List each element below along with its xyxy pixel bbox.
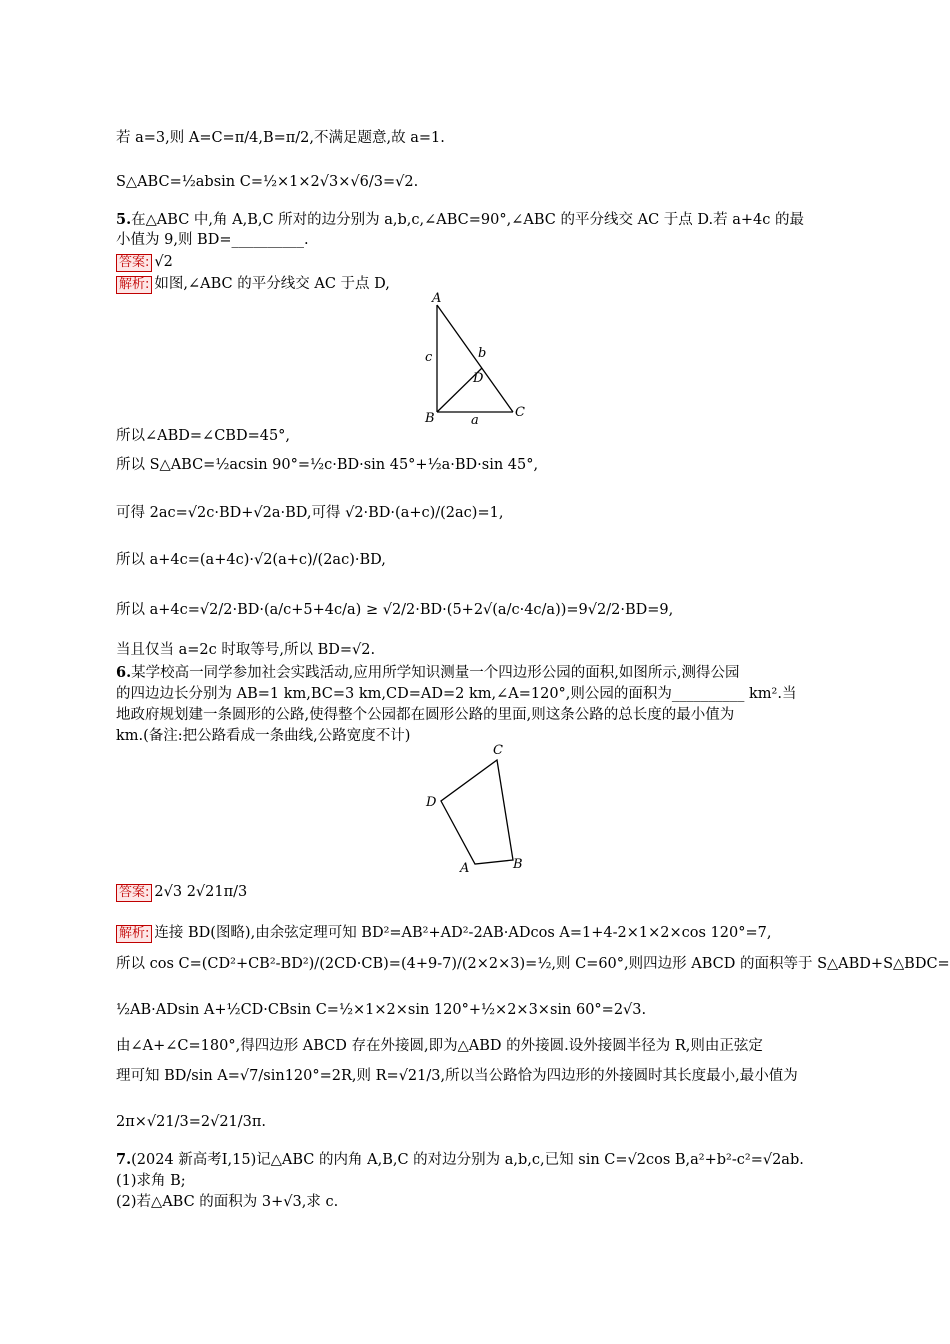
question-number: 6. xyxy=(116,664,132,681)
question-5 xyxy=(116,210,834,230)
vertex-label: C xyxy=(515,405,525,420)
answer-value: 2√3 2√21π/3 xyxy=(154,884,248,900)
answer-tag: 答案: xyxy=(116,884,152,902)
vertex-label: A xyxy=(460,861,470,876)
side-label: c xyxy=(425,350,433,365)
vertex-label: B xyxy=(425,411,435,425)
vertex-label: A xyxy=(432,291,442,306)
question-text: 小值为 9,则 BD=__________. xyxy=(116,232,309,248)
solution-line: 所以 a+4c=√2/2·BD·(a/c+5+4c/a) ≥ √2/2·BD·(5+2√(a/c·4c/a))=9√2/2·BD=9, xyxy=(116,602,674,618)
vertex-label: D xyxy=(473,371,484,386)
solution-line: 2π×√21/3=2√21/3π. xyxy=(116,1114,267,1130)
solution-line: 所以 a+4c=(a+4c)·√2(a+c)/(2ac)·BD, xyxy=(116,552,386,568)
answer-line xyxy=(116,882,834,916)
side-label: a xyxy=(471,413,479,425)
solution-text: 如图,∠ABC 的平分线交 AC 于点 D, xyxy=(154,276,390,292)
solution-line: ½AB·ADsin A+½CD·CBsin C=½×1×2×sin 120°+½×2×3×sin 60°=2√3. xyxy=(116,1002,647,1018)
answer-tag: 答案: xyxy=(116,254,152,272)
question-text: (2024 新高考Ⅰ,15)记△ABC 的内角 A,B,C 的对边分别为 a,b,c,已知 sin C=√2cos B,a²+b²-c²=√2ab. xyxy=(131,1152,804,1168)
question-text: 地政府规划建一条圆形的公路,使得整个公园都在圆形公路的里面,则这条公路的总长度的最小值为 xyxy=(116,707,735,723)
vertex-label: D xyxy=(426,795,437,810)
solution-line xyxy=(116,923,834,943)
solution-line: 所以∠ABD=∠CBD=45°, xyxy=(116,428,291,444)
solution-tag: 解析: xyxy=(116,925,152,943)
solution-line: S△ABC=½absin C=½×1×2√3×√6/3=√2. xyxy=(116,174,419,190)
solution-line: 所以 cos C=(CD²+CB²-BD²)/(2CD·CB)=(4+9-7)/(2×2×3)=½,则 C=60°,则四边形 ABCD 的面积等于 S△ABD+S△BDC= xyxy=(116,956,950,972)
question-text: (2)若△ABC 的面积为 3+√3,求 c. xyxy=(116,1194,339,1210)
question-text: 某学校高一同学参加社会实践活动,应用所学知识测量一个四边形公园的面积,如图所示,测得公园 xyxy=(131,665,740,681)
quadrilateral-figure xyxy=(420,738,535,878)
question-7 xyxy=(116,1150,834,1170)
solution-line: 理可知 BD/sin A=√7/sin120°=2R,则 R=√21/3,所以当公路恰为四边形的外接圆时其长度最小,最小值为 xyxy=(116,1068,798,1084)
solution-line: 当且仅当 a=2c 时取等号,所以 BD=√2. xyxy=(116,642,376,658)
side-label: b xyxy=(478,346,487,361)
solution-line: 若 a=3,则 A=C=π/4,B=π/2,不满足题意,故 a=1. xyxy=(116,130,445,146)
triangle-figure xyxy=(415,290,535,425)
vertex-label: C xyxy=(493,743,503,758)
question-text: 在△ABC 中,角 A,B,C 所对的边分别为 a,b,c,∠ABC=90°,∠ABC 的平分线交 AC 于点 D.若 a+4c 的最 xyxy=(131,212,804,228)
answer-value: √2 xyxy=(154,254,173,270)
answer-line xyxy=(116,252,834,272)
solution-tag: 解析: xyxy=(116,276,152,294)
solution-text: 连接 BD(图略),由余弦定理可知 BD²=AB²+AD²-2AB·ADcos A=1+4-2×1×2×cos 120°=7, xyxy=(154,925,772,941)
solution-line: 可得 2ac=√2c·BD+√2a·BD,可得 √2·BD·(a+c)/(2ac)=1, xyxy=(116,505,504,521)
solution-line: 所以 S△ABC=½acsin 90°=½c·BD·sin 45°+½a·BD·sin 45°, xyxy=(116,457,539,473)
question-number: 5. xyxy=(116,211,132,228)
question-text: km.(备注:把公路看成一条曲线,公路宽度不计) xyxy=(116,728,411,744)
question-number: 7. xyxy=(116,1151,132,1168)
question-text: (1)求角 B; xyxy=(116,1173,186,1189)
question-6 xyxy=(116,663,834,683)
vertex-label: B xyxy=(513,857,523,872)
question-text: 的四边边长分别为 AB=1 km,BC=3 km,CD=AD=2 km,∠A=120°,则公园的面积为__________ km².当 xyxy=(116,686,797,702)
solution-line: 由∠A+∠C=180°,得四边形 ABCD 存在外接圆,即为△ABD 的外接圆.设外接圆半径为 R,则由正弦定 xyxy=(116,1038,763,1054)
